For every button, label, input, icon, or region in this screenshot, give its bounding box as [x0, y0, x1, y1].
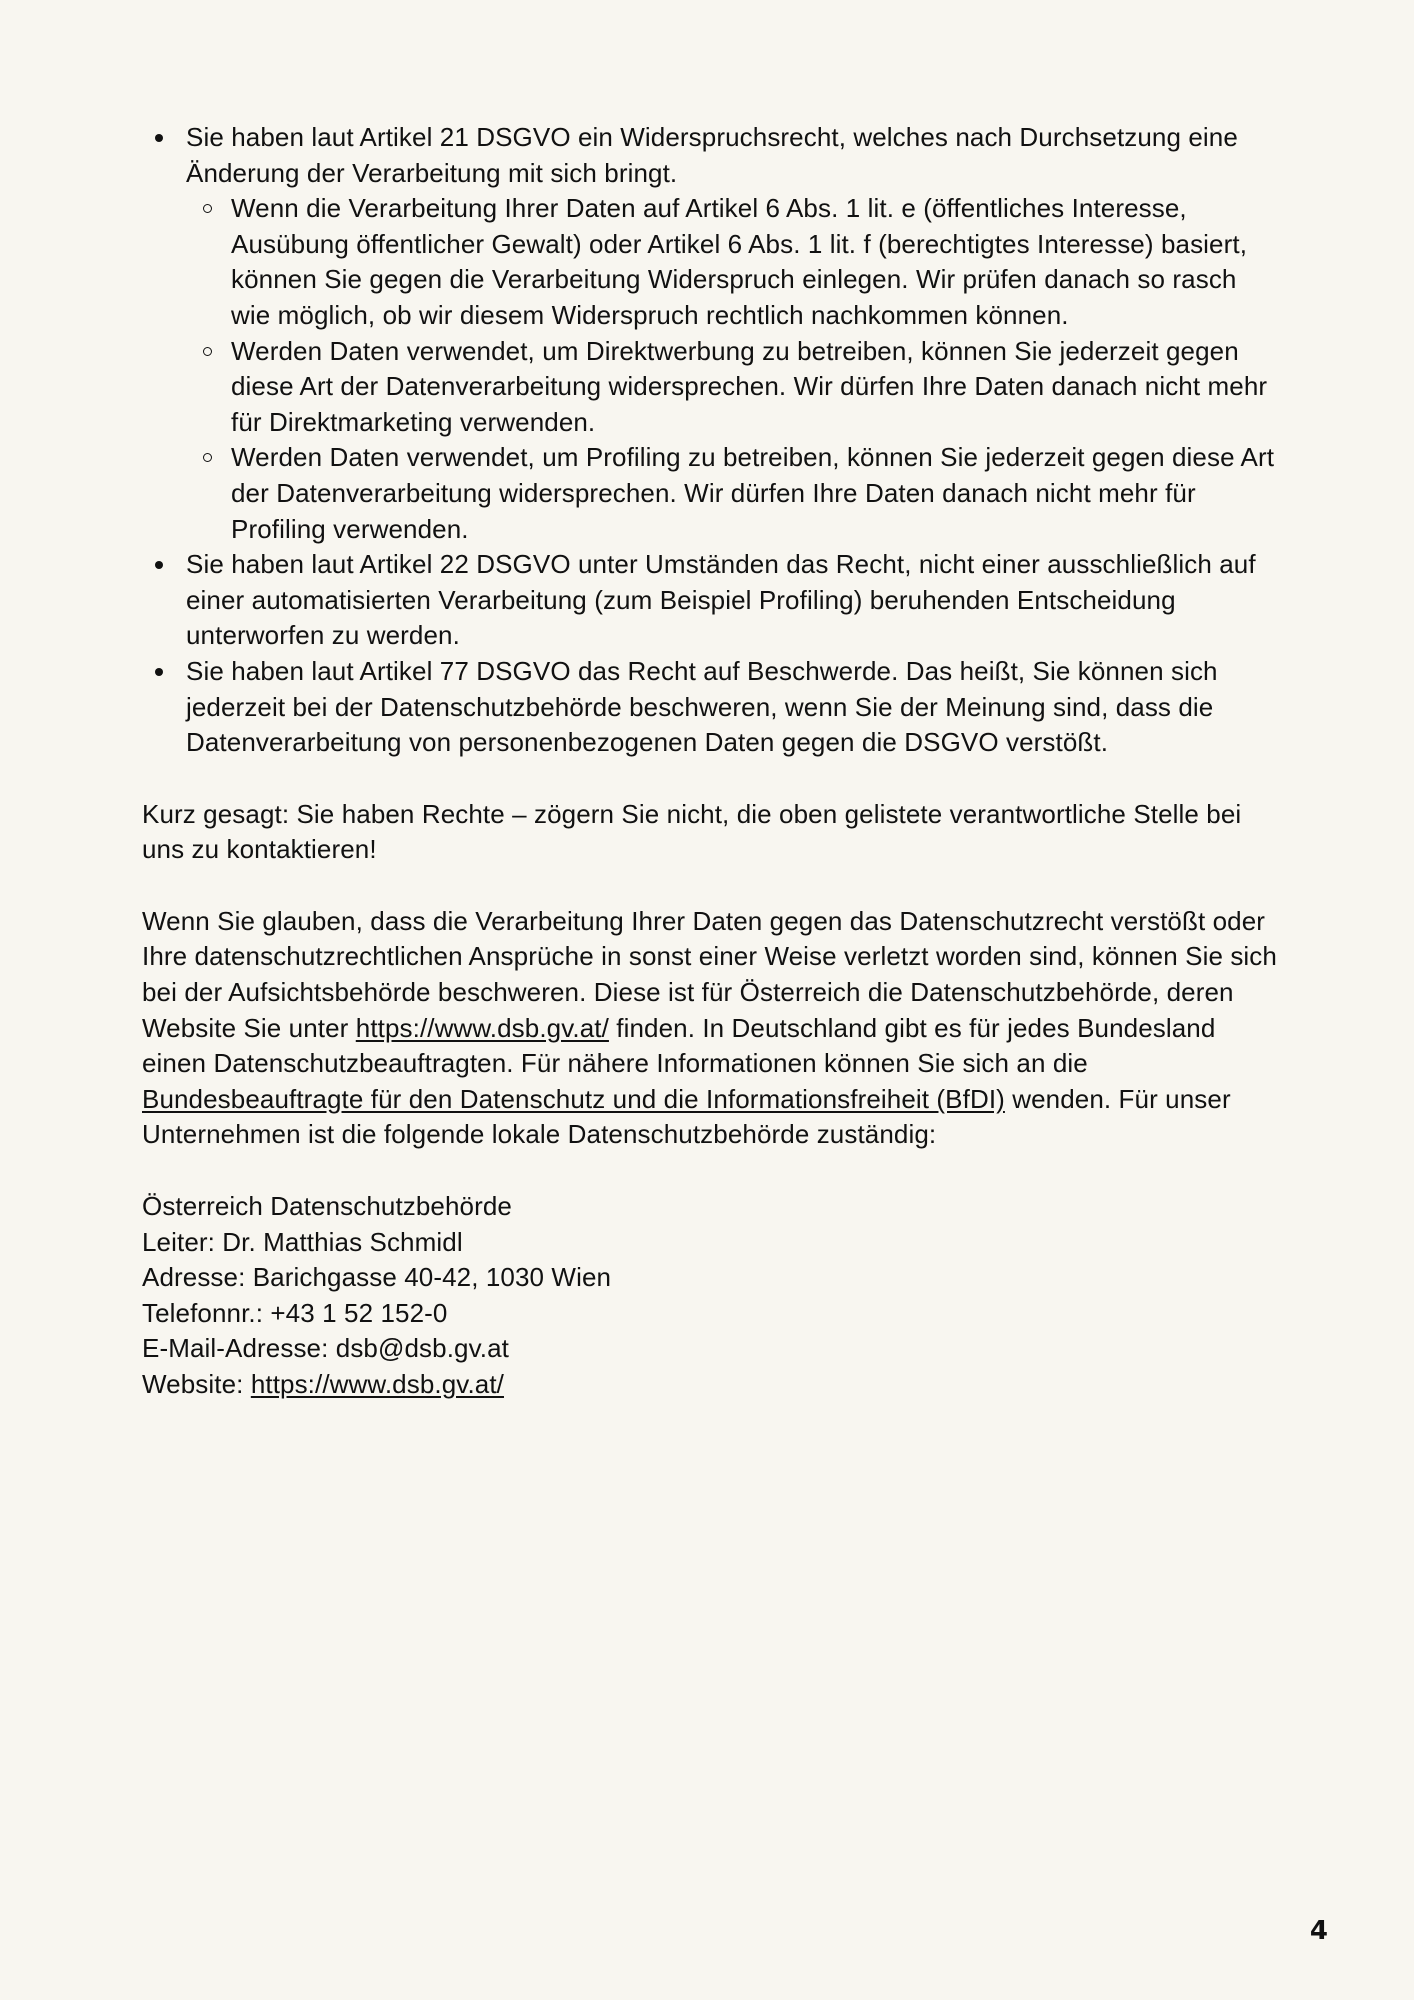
authority-leader: Leiter: Dr. Matthias Schmidl: [142, 1226, 463, 1257]
page-number: 4: [1309, 1916, 1328, 1946]
sub-list: [186, 191, 1282, 547]
sub-list-item-text: Werden Daten verwendet, um Profiling zu betreiben, können Sie jederzeit gegen diese Art der Datenverarbeitung widersprechen. Wir dürfen Ihre Daten danach nicht mehr für Profiling verwenden.: [231, 442, 1275, 544]
complaint-text-2: finden. In Deutschland gibt es für jedes Bundesland einen Datenschutzbeauftragten. Für nähere Informationen können Sie sich an die: [142, 1012, 1216, 1079]
summary-paragraph: Kurz gesagt: Sie haben Rechte – zögern Sie nicht, die oben gelistete verantwortliche Stelle bei uns zu kontaktieren!: [142, 798, 1242, 865]
authority-email: E-Mail-Adresse: dsb@dsb.gv.at: [142, 1333, 509, 1364]
list-item-text: Sie haben laut Artikel 77 DSGVO das Recht auf Beschwerde. Das heißt, Sie können sich jederzeit bei der Datenschutzbehörde beschweren, wenn Sie der Meinung sind, dass die Datenverarbeitung von personenbezogenen Daten gegen die DSGVO verstößt.: [186, 655, 1218, 758]
bullet-icon: [155, 561, 163, 569]
authority-name: Österreich Datenschutzbehörde: [142, 1191, 512, 1222]
authority-website: [142, 1367, 1282, 1403]
authority-phone: Telefonnr.: +43 1 52 152-0: [142, 1297, 448, 1328]
list-item-art22: [186, 547, 1282, 654]
dsb-website-link[interactable]: https://www.dsb.gv.at/: [355, 1012, 609, 1043]
bfdi-link[interactable]: Bundesbeauftragte für den Datenschutz und die Informationsfreiheit (BfDI): [142, 1083, 1005, 1114]
website-label: Website:: [142, 1369, 251, 1399]
hollow-bullet-icon: [203, 204, 212, 213]
bullet-icon: [155, 134, 163, 142]
bullet-icon: [155, 668, 163, 676]
hollow-bullet-icon: [203, 453, 212, 462]
rights-list: [142, 120, 1282, 761]
complaint-text-1: Wenn Sie glauben, dass die Verarbeitung Ihrer Daten gegen das Datenschutzrecht verstößt oder Ihre datenschutzrechtlichen Ansprüche in sonst einer Weise verletzt worden sind, können Sie sich bei der Aufsichtsbehörde beschweren. Diese ist für Österreich die Datenschutzbehörde, deren Website Sie unter: [142, 905, 1277, 1043]
list-item-art21: [186, 120, 1282, 547]
contact-block: [142, 1189, 1282, 1403]
hollow-bullet-icon: [203, 347, 212, 356]
sub-list-item: [231, 440, 1282, 547]
sub-list-item: [231, 334, 1282, 441]
sub-list-item-text: Wenn die Verarbeitung Ihrer Daten auf Artikel 6 Abs. 1 lit. e (öffentliches Interesse, Ausübung öffentlicher Gewalt) oder Artikel 6 Abs. 1 lit. f (berechtigtes Interesse) basiert, können Sie gegen die Verarbeitung Widerspruch einlegen. Wir prüfen danach so rasch wie möglich, ob wir diesem Widerspruch rechtlich nachkommen können.: [231, 193, 1248, 330]
list-item-text: Sie haben laut Artikel 22 DSGVO unter Umständen das Recht, nicht einer ausschließlich auf einer automatisierten Verarbeitung (zum Beispiel Profiling) beruhenden Entscheidung unterworfen zu werden.: [186, 549, 1256, 651]
complaint-paragraph: [142, 904, 1282, 1153]
sub-list-item-text: Werden Daten verwendet, um Direktwerbung zu betreiben, können Sie jederzeit gegen diese Art der Datenverarbeitung widersprechen. Wir dürfen Ihre Daten danach nicht mehr für Direktmarketing verwenden.: [231, 335, 1268, 437]
list-item-art77: [186, 654, 1282, 761]
complaint-text-3: wenden. Für unser Unternehmen ist die folgende lokale Datenschutzbehörde zuständig:: [142, 1083, 1231, 1150]
document-page: [142, 120, 1282, 1403]
authority-website-link[interactable]: https://www.dsb.gv.at/: [250, 1369, 504, 1399]
list-item-text: Sie haben laut Artikel 21 DSGVO ein Widerspruchsrecht, welches nach Durchsetzung eine Änderung der Verarbeitung mit sich bringt.: [186, 122, 1238, 188]
authority-address: Adresse: Barichgasse 40-42, 1030 Wien: [142, 1262, 612, 1293]
sub-list-item: [231, 191, 1282, 333]
